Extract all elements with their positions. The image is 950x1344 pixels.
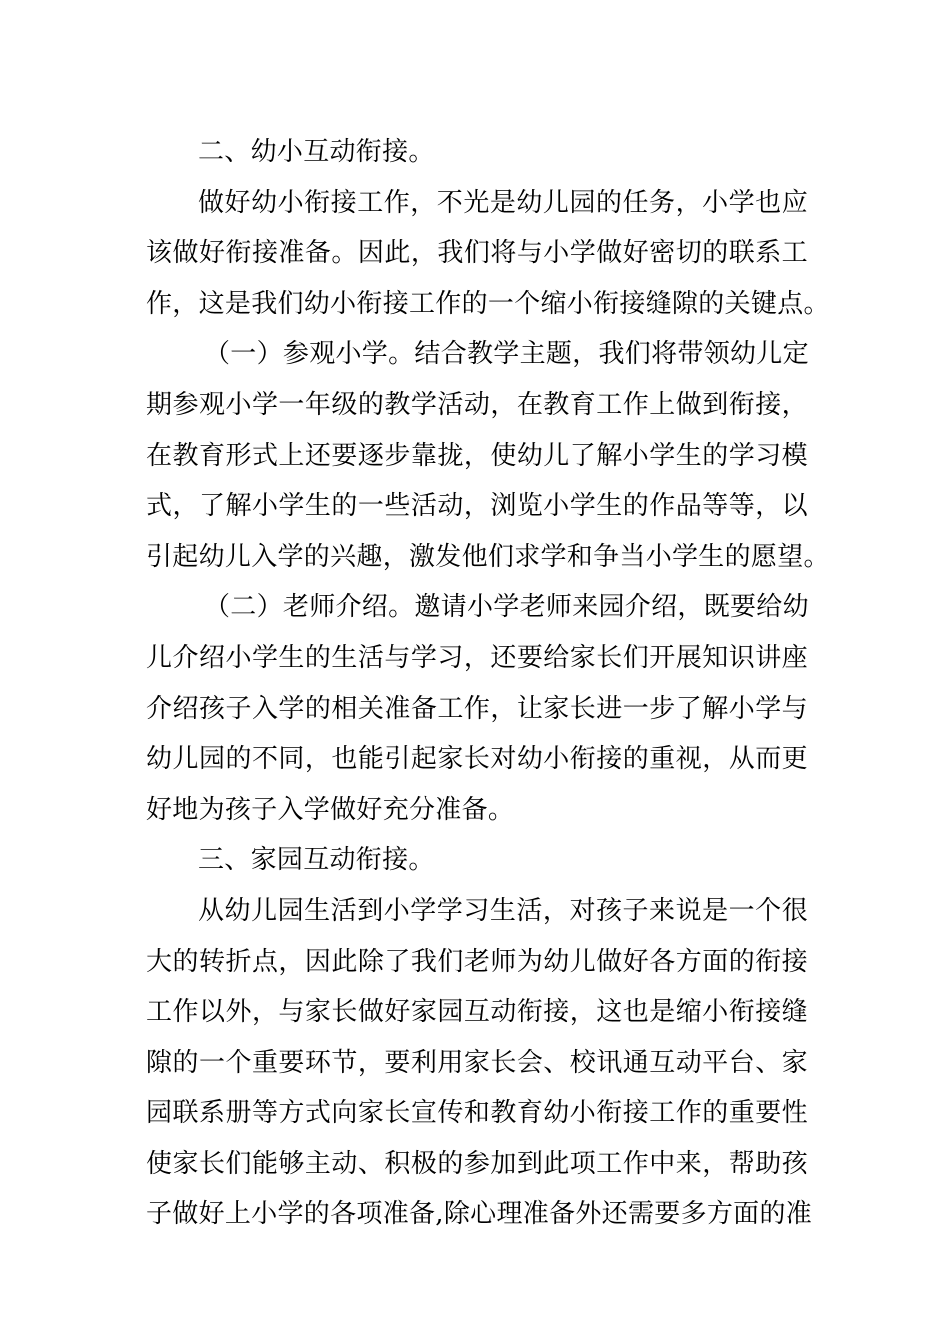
paragraph-line: 使家长们能够主动、积极的参加到此项工作中来，帮助孩 xyxy=(146,1148,808,1179)
paragraph-line: 幼儿园的不同，也能引起家长对幼小衔接的重视，从而更 xyxy=(146,744,808,775)
section-heading-3: 三、家园互动衔接。 xyxy=(198,845,435,876)
paragraph-line: 介绍孩子入学的相关准备工作，让家长进一步了解小学与 xyxy=(146,693,808,724)
paragraph-line: 隙的一个重要环节，要利用家长会、校讯通互动平台、家 xyxy=(146,1047,808,1078)
paragraph-line: 式，了解小学生的一些活动，浏览小学生的作品等等，以 xyxy=(146,491,808,522)
paragraph-line: 在教育形式上还要逐步靠拢，使幼儿了解小学生的学习模 xyxy=(146,440,808,471)
paragraph-line: 子做好上小学的各项准备,除心理准备外还需要多方面的准 xyxy=(146,1199,813,1230)
section-heading-2: 二、幼小互动衔接。 xyxy=(198,137,435,167)
paragraph-line: 从幼儿园生活到小学学习生活，对孩子来说是一个很 xyxy=(198,895,808,926)
paragraph-line: 期参观小学一年级的教学活动，在教育工作上做到衔接， xyxy=(146,389,808,420)
paragraph-line: 作，这是我们幼小衔接工作的一个缩小衔接缝隙的关键点。 xyxy=(146,288,830,319)
paragraph-line: 引起幼儿入学的兴趣，激发他们求学和争当小学生的愿望。 xyxy=(146,541,830,572)
paragraph-line: 做好幼小衔接工作，不光是幼儿园的任务，小学也应 xyxy=(198,187,808,218)
paragraph-line: 工作以外，与家长做好家园互动衔接，这也是缩小衔接缝 xyxy=(146,997,808,1028)
paragraph-line: 儿介绍小学生的生活与学习，还要给家长们开展知识讲座 xyxy=(146,642,808,673)
paragraph-line: 大的转折点，因此除了我们老师为幼儿做好各方面的衔接 xyxy=(146,946,808,977)
subsection-line: （二）老师介绍。邀请小学老师来园介绍，既要给幼 xyxy=(204,592,809,623)
subsection-line: （一）参观小学。结合教学主题，我们将带领幼儿定 xyxy=(204,339,809,370)
body-text xyxy=(146,127,830,1240)
paragraph-line: 好地为孩子入学做好充分准备。 xyxy=(146,794,515,825)
paragraph-line: 该做好衔接准备。因此，我们将与小学做好密切的联系工 xyxy=(146,238,808,269)
paragraph-line: 园联系册等方式向家长宣传和教育幼小衔接工作的重要性 xyxy=(146,1098,808,1129)
